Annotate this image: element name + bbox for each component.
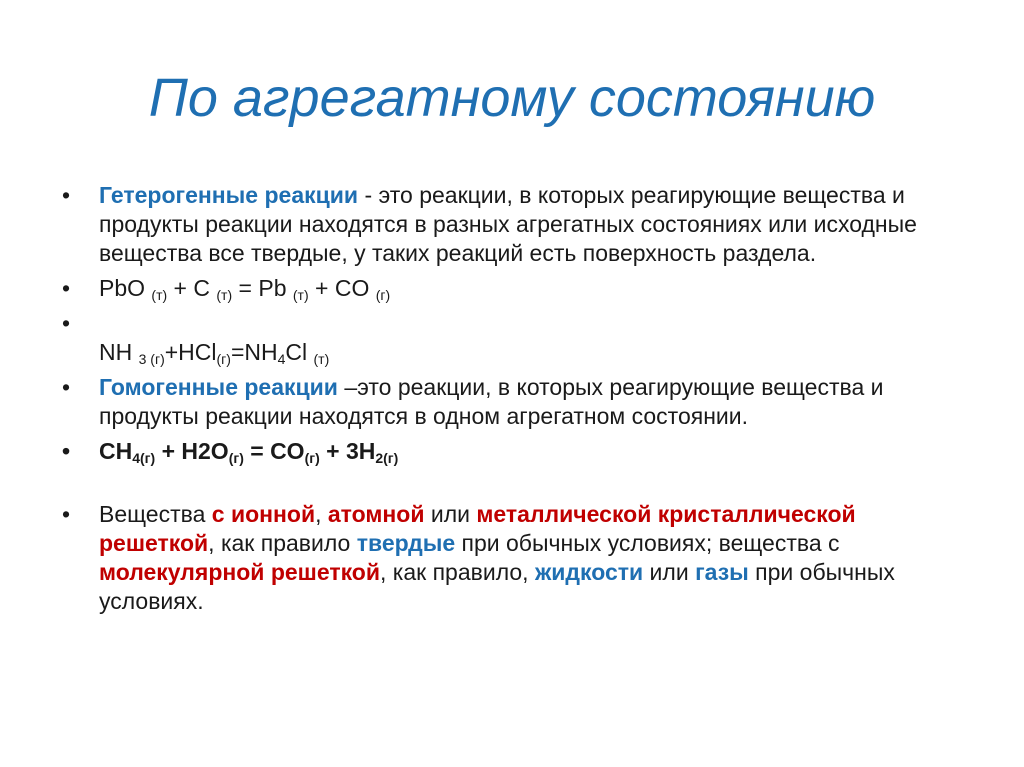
definition-homogeneous: –это реакции, в которых реагирующие вещества и продукты реакции находятся в одном агрегатном состоянии. — [99, 374, 884, 429]
slide-title: По агрегатному состоянию — [148, 68, 876, 128]
definition-heterogeneous: - это реакции, в которых реагирующие вещества и продукты реакции находятся в разных агрегатных состояниях или исходные вещества все твердые, у таких реакций есть поверхность раздела. — [99, 182, 917, 266]
list-item-heterogeneous — [62, 181, 962, 268]
bullet: • — [62, 501, 71, 527]
list-item-equation-pbo — [62, 274, 962, 303]
list-item-homogeneous — [62, 373, 962, 431]
bullet: • — [62, 374, 71, 400]
equation-pbo: PbO $_{(т)}$ + C $_{(т)}$ = Pb $_{(т)}$ + CO $_{(г)}$ — [99, 275, 391, 303]
bullet: • — [62, 182, 71, 208]
term-heterogeneous: Гетерогенные реакции — [99, 182, 359, 208]
bullet: • — [62, 275, 71, 301]
term-homogeneous: Гомогенные реакции — [99, 374, 338, 400]
bullet: • — [62, 438, 71, 464]
list-item-equation-nh3 — [62, 309, 962, 367]
list-item-substances: • Вещества с ионной, атомной или металлической кристаллической решеткой, как правило твердые при обычных условиях; вещества с молекулярной решеткой, как правило, жидкости или газы при обычных условиях. — [62, 501, 895, 614]
bullet-list — [62, 181, 962, 622]
list-item-equation-ch4 — [62, 437, 962, 466]
equation-nh3: NH $_{3 (г)}+HCl_{(г)}=NH_4Cl$ $_{(т)}$ — [99, 339, 330, 367]
bullet: • — [62, 310, 71, 336]
equation-ch4: $CH_{4(г)} + H2O_{(г)} = CO_{(г)} + 3H_{2(г)}$ — [99, 438, 399, 466]
